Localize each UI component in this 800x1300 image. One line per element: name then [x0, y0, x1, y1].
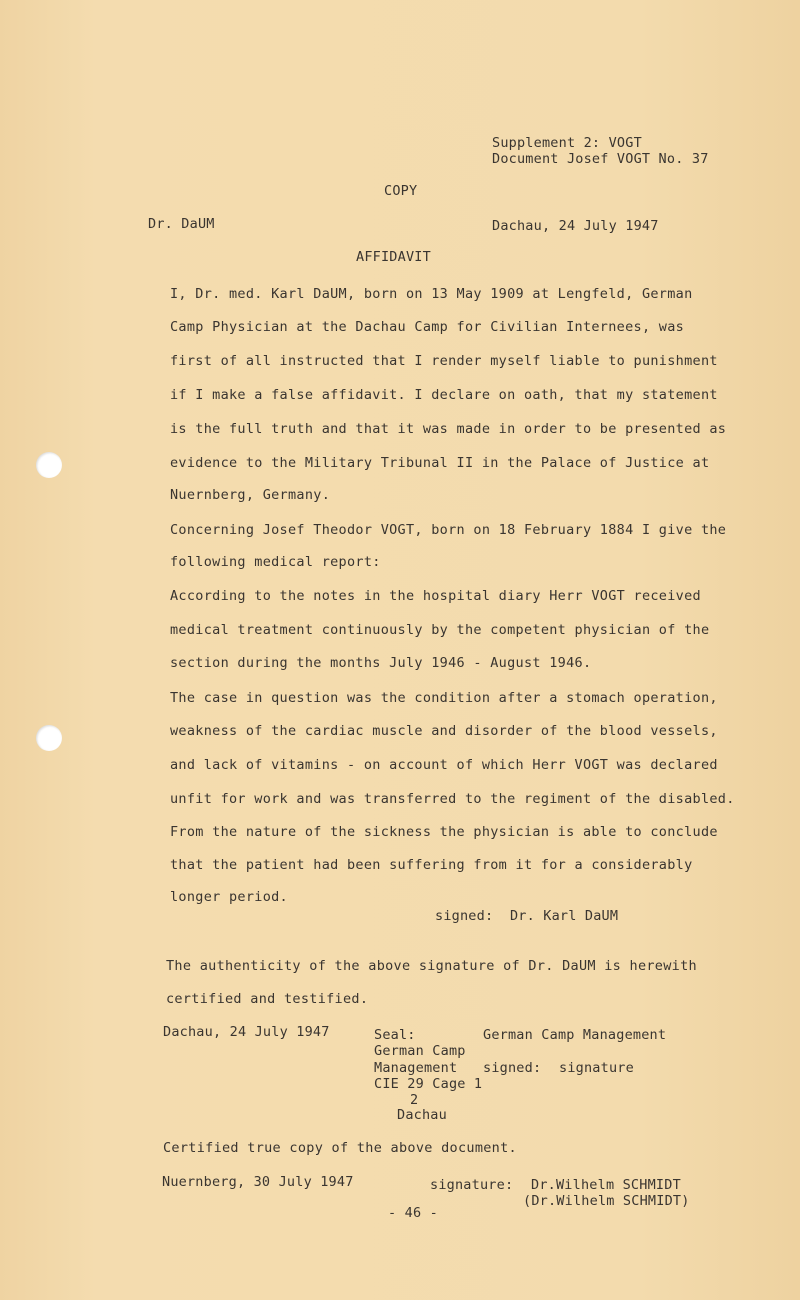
- body-line: that the patient had been suffering from it for a considerably: [170, 857, 693, 873]
- punch-hole-top: [36, 452, 62, 478]
- body-line: unfit for work and was transferred to the regiment of the disabled.: [170, 791, 735, 807]
- body-line: weakness of the cardiac muscle and disorder of the blood vessels,: [170, 723, 718, 739]
- body-line: Concerning Josef Theodor VOGT, born on 18 February 1884 I give the: [170, 522, 727, 538]
- body-line: According to the notes in the hospital diary Herr VOGT received: [170, 588, 701, 604]
- signed-line: signed: Dr. Karl DaUM: [435, 908, 619, 924]
- footer-signature-label: signature:: [430, 1177, 514, 1193]
- body-line: and lack of vitamins - on account of which Herr VOGT was declared: [170, 757, 718, 773]
- body-line: is the full truth and that it was made in order to be presented as: [170, 421, 727, 437]
- certification-line: certified and testified.: [166, 991, 369, 1007]
- seal-label: Seal:: [374, 1027, 416, 1043]
- footer-signature-name: Dr.Wilhelm SCHMIDT: [531, 1177, 681, 1193]
- punch-hole-bottom: [36, 725, 62, 751]
- body-line: first of all instructed that I render myself liable to punishment: [170, 353, 718, 369]
- seal-line: Dachau: [397, 1107, 447, 1123]
- body-line: evidence to the Military Tribunal II in the Palace of Justice at: [170, 455, 710, 471]
- body-line: following medical report:: [170, 554, 381, 570]
- header-place-date: Dachau, 24 July 1947: [492, 218, 659, 234]
- certification-place-date: Dachau, 24 July 1947: [163, 1024, 330, 1040]
- body-line: From the nature of the sickness the physician is able to conclude: [170, 824, 718, 840]
- camp-management-authority: German Camp Management: [483, 1027, 667, 1043]
- body-line: Nuernberg, Germany.: [170, 487, 331, 503]
- body-line: The case in question was the condition after a stomach operation,: [170, 690, 718, 706]
- author: Dr. DaUM: [148, 216, 215, 232]
- document-title: AFFIDAVIT: [356, 249, 431, 265]
- document-reference: Document Josef VOGT No. 37: [492, 151, 709, 167]
- certification-signed-label: signed:: [483, 1060, 542, 1076]
- certification-line: The authenticity of the above signature of Dr. DaUM is herewith: [166, 958, 697, 974]
- certification-signed-value: signature: [559, 1060, 634, 1076]
- true-copy-statement: Certified true copy of the above document.: [163, 1140, 517, 1156]
- footer-place-date: Nuernberg, 30 July 1947: [162, 1174, 354, 1190]
- seal-line: CIE 29 Cage 1: [374, 1076, 483, 1092]
- body-line: longer period.: [170, 889, 288, 905]
- body-line: I, Dr. med. Karl DaUM, born on 13 May 1909 at Lengfeld, German: [170, 286, 693, 302]
- seal-line: 2: [410, 1092, 419, 1108]
- body-line: if I make a false affidavit. I declare on oath, that my statement: [170, 387, 718, 403]
- body-line: section during the months July 1946 - August 1946.: [170, 655, 592, 671]
- seal-line: German Camp: [374, 1043, 466, 1059]
- body-line: Camp Physician at the Dachau Camp for Civilian Internees, was: [170, 319, 685, 335]
- page-number: - 46 -: [388, 1205, 438, 1221]
- seal-line: Management: [374, 1060, 458, 1076]
- copy-label: COPY: [384, 183, 418, 199]
- supplement-label: Supplement 2: VOGT: [492, 135, 642, 151]
- footer-signature-name-paren: (Dr.Wilhelm SCHMIDT): [523, 1193, 690, 1209]
- body-line: medical treatment continuously by the competent physician of the: [170, 622, 710, 638]
